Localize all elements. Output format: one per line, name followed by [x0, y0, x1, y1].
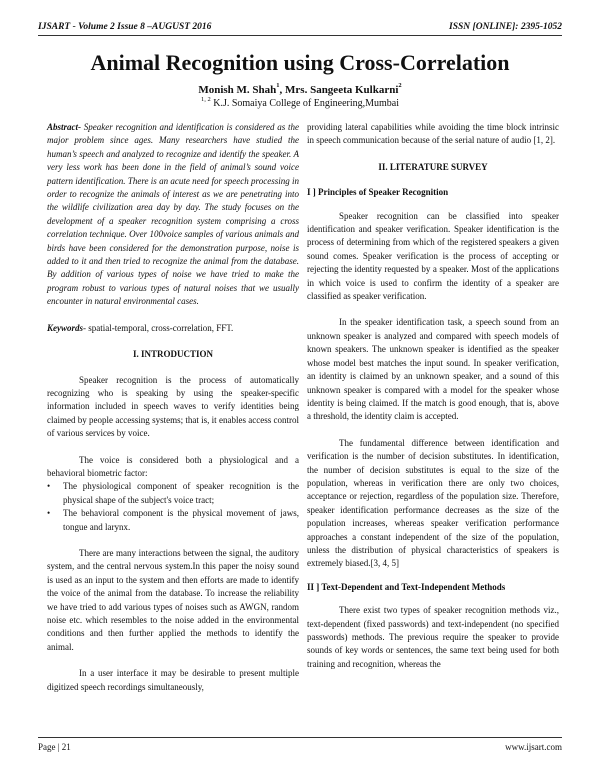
- journal-header: IJSART - Volume 2 Issue 8 –AUGUST 2016: [38, 22, 212, 32]
- author-2: Mrs. Sangeeta Kulkarni: [285, 84, 399, 96]
- intro-paragraph-1: Speaker recognition is the process of automatically recognizing who is speaking by using the speaker-specific information included in speech waves to verify identities being claimed by people accessing systems; that is, it enables access control of various services by voice.: [47, 374, 299, 439]
- author-separator: ,: [279, 84, 286, 96]
- affiliation-line: [0, 98, 600, 109]
- page-number: Page | 21: [38, 742, 71, 752]
- journal-url: www.ijsart.com: [505, 742, 562, 752]
- subsection-heading-methods: II ] Text-Dependent and Text-Independent Methods: [307, 581, 506, 592]
- author-2-sup: 2: [398, 82, 402, 89]
- subsection-heading-principles: I ] Principles of Speaker Recognition: [307, 187, 449, 198]
- left-column: [47, 121, 299, 694]
- intro-paragraph-4-continued: providing lateral capabilities while avoiding the time block intrinsic in speech communication because of the serial nature of audio [1, 2].: [307, 122, 559, 146]
- section-heading-introduction: I. INTRODUCTION: [132, 349, 213, 360]
- list-item-text: The physiological component of speaker recognition is the physical shape of the subject's voice tract;: [63, 481, 299, 505]
- issn-header: ISSN [ONLINE]: 2395-1052: [449, 22, 562, 32]
- paper-title: Animal Recognition using Cross-Correlation: [90, 50, 510, 75]
- author-1: Monish M. Shah: [198, 84, 277, 96]
- list-item: [47, 507, 299, 534]
- header-divider: [38, 35, 562, 36]
- keywords: [47, 322, 299, 335]
- abstract-label: Abstract-: [47, 122, 82, 132]
- right-column: [307, 121, 559, 671]
- list-item: [47, 480, 299, 507]
- survey-paragraph-3: The fundamental difference between identification and verification is the number of decision substitutes. In identification, the number of decision substitutes is equal to the size of the population, whereas in verification there are only two choices, acceptance or rejection, regardless of the population size. Therefore, speaker identification performance decreases as the size of the population increases, whereas speaker verification performance approaches a constant independent of the size of the population, unless the distribution of physical characteristics of speakers is extremely biased.[3, 4, 5]: [307, 437, 559, 569]
- section-heading-literature-survey: II. LITERATURE SURVEY: [378, 161, 488, 172]
- keywords-label: Keywords: [47, 322, 83, 333]
- footer-divider: [38, 737, 562, 738]
- bullet-icon: •: [47, 508, 51, 519]
- survey-paragraph-2: In the speaker identification task, a speech sound from an unknown speaker is analyzed and compared with speech models of known speakers. The unknown speaker is identified as the speaker whose model best matches the input sound. In speaker verification, an identity is claimed by an unknown speaker, and a sound of this unknown speaker is compared with a model for the speaker whose identity is being claimed. If the match is good enough, that is, above a threshold, the identity claim is accepted.: [307, 317, 559, 422]
- abstract: [47, 121, 299, 309]
- keywords-text: - spatial-temporal, cross-correlation, FFT.: [83, 322, 234, 333]
- intro-paragraph-4: In a user interface it may be desirable to present multiple digitized speech recordings simultaneously,: [47, 668, 299, 692]
- intro-paragraph-2: The voice is considered both a physiological and a behavioral biometric factor:: [47, 454, 299, 478]
- abstract-text: Speaker recognition and identification is considered as the major problem since ages. Many researchers have studied the human’s speech and analyzed to recognize and identify the speaker. A very less work has been done in the field of animal’s sound voice pattern identification. There is an acute need for speech processing in order to recognize the animals of interest as we are penetrating into the wildlife civilization area day by day. The study focuses on the development of a speaker recognition system comprising a cross correlation technique. Over 100voice samples of various animals and birds have been considered for the demonstration purpose, noise is added to it and then tried to recognize the animal from the database. By addition of various types of noise we have tried to make the program robust to various types of natural noises that we usually encounter in natural environmental cases.: [47, 122, 299, 307]
- biometric-factor-list: [47, 480, 299, 534]
- bullet-icon: •: [47, 481, 51, 492]
- affiliation-sup: 1, 2: [200, 96, 211, 103]
- list-item-text: The behavioral component is the physical movement of jaws, tongue and larynx.: [63, 508, 299, 532]
- survey-paragraph-4: There exist two types of speaker recognition methods viz., text-dependent (fixed passwords) and text-independent (no specified passwords) methods. The previous require the speaker to provide sounds of key words or sentences, the same text being used for both training and recognition, whereas the: [307, 605, 559, 669]
- author-line: [0, 84, 600, 96]
- intro-paragraph-3: There are many interactions between the signal, the auditory system, and the central nervous system.In this paper the noisy sound is used as an input to the system and then efforts are made to identify the voice of the animal from the database. To increase the reliability we have tried to add various types of noises such as AWGN, random noise etc. which resembles to the noise added in the environmental conditions and then further applied the methods to identify the animal.: [47, 547, 299, 652]
- survey-paragraph-1: Speaker recognition can be classified into speaker identification and speaker verification. Speaker identification is the process of determining from which of the registered speakers a given sound comes. Speaker verification is the process of accepting or rejecting the identity requested by a speaker. Most of the applications in which voice is used to confirm the identity of a speaker are classified as speaker verification.: [307, 210, 559, 302]
- affiliation: K.J. Somaiya College of Engineering,Mumbai: [213, 98, 400, 109]
- author-1-sup: 1: [276, 82, 280, 89]
